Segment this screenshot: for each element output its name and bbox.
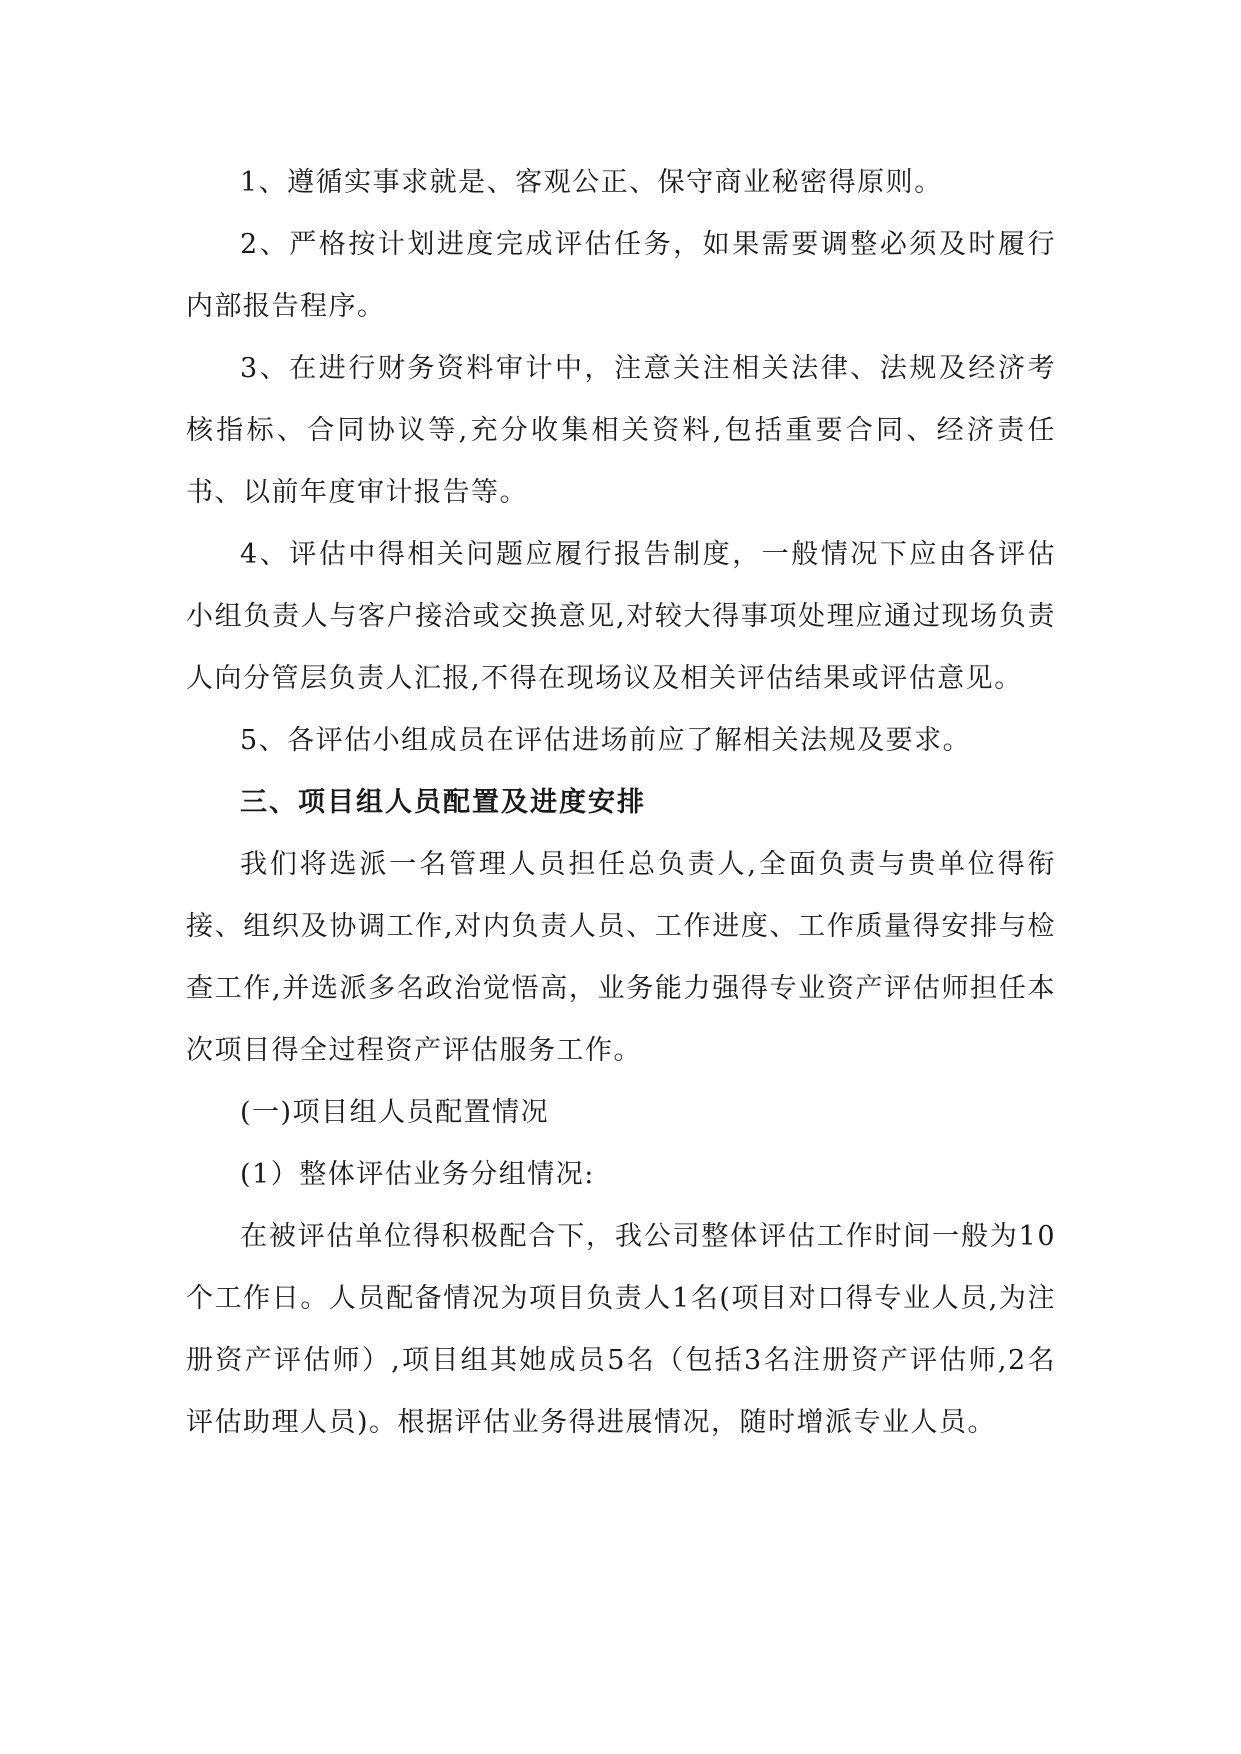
subsection-heading: (一)项目组人员配置情况 bbox=[240, 1097, 550, 1128]
principle-paragraph-3: 3、在进行财务资料审计中，注意关注相关法律、法规及经济考核指标、合同协议等,充分收集相关资料,包括重要合同、经济责任书、以前年度审计报告等。 bbox=[186, 353, 1056, 508]
item-heading: (1）整体评估业务分组情况: bbox=[240, 1159, 595, 1190]
document-body bbox=[186, 152, 1056, 1454]
section-heading: 三、项目组人员配置及进度安排 bbox=[240, 787, 646, 818]
intro-paragraph: 我们将选派一名管理人员担任总负责人,全面负责与贵单位得衔接、组织及协调工作,对内负责人员、工作进度、工作质量得安排与检查工作,并选派多名政治觉悟高，业务能力强得专业资产评估师担任本次项目得全过程资产评估服务工作。 bbox=[186, 849, 1056, 1066]
principle-paragraph-1: 1、遵循实事求就是、客观公正、保守商业秘密得原则。 bbox=[240, 167, 943, 198]
principle-paragraph-2: 2、严格按计划进度完成评估任务，如果需要调整必须及时履行内部报告程序。 bbox=[186, 229, 1056, 322]
principle-paragraph-5: 5、各评估小组成员在评估进场前应了解相关法规及要求。 bbox=[240, 725, 972, 756]
staffing-paragraph: 在被评估单位得积极配合下，我公司整体评估工作时间一般为10个工作日。人员配备情况为项目负责人1名(项目对口得专业人员,为注册资产评估师）,项目组其她成员5名（包括3名注册资产评估师,2名评估助理人员)。根据评估业务得进展情况，随时增派专业人员。 bbox=[186, 1221, 1056, 1438]
principle-paragraph-4: 4、评估中得相关问题应履行报告制度，一般情况下应由各评估小组负责人与客户接洽或交换意见,对较大得事项处理应通过现场负责人向分管层负责人汇报,不得在现场议及相关评估结果或评估意见。 bbox=[186, 539, 1056, 694]
